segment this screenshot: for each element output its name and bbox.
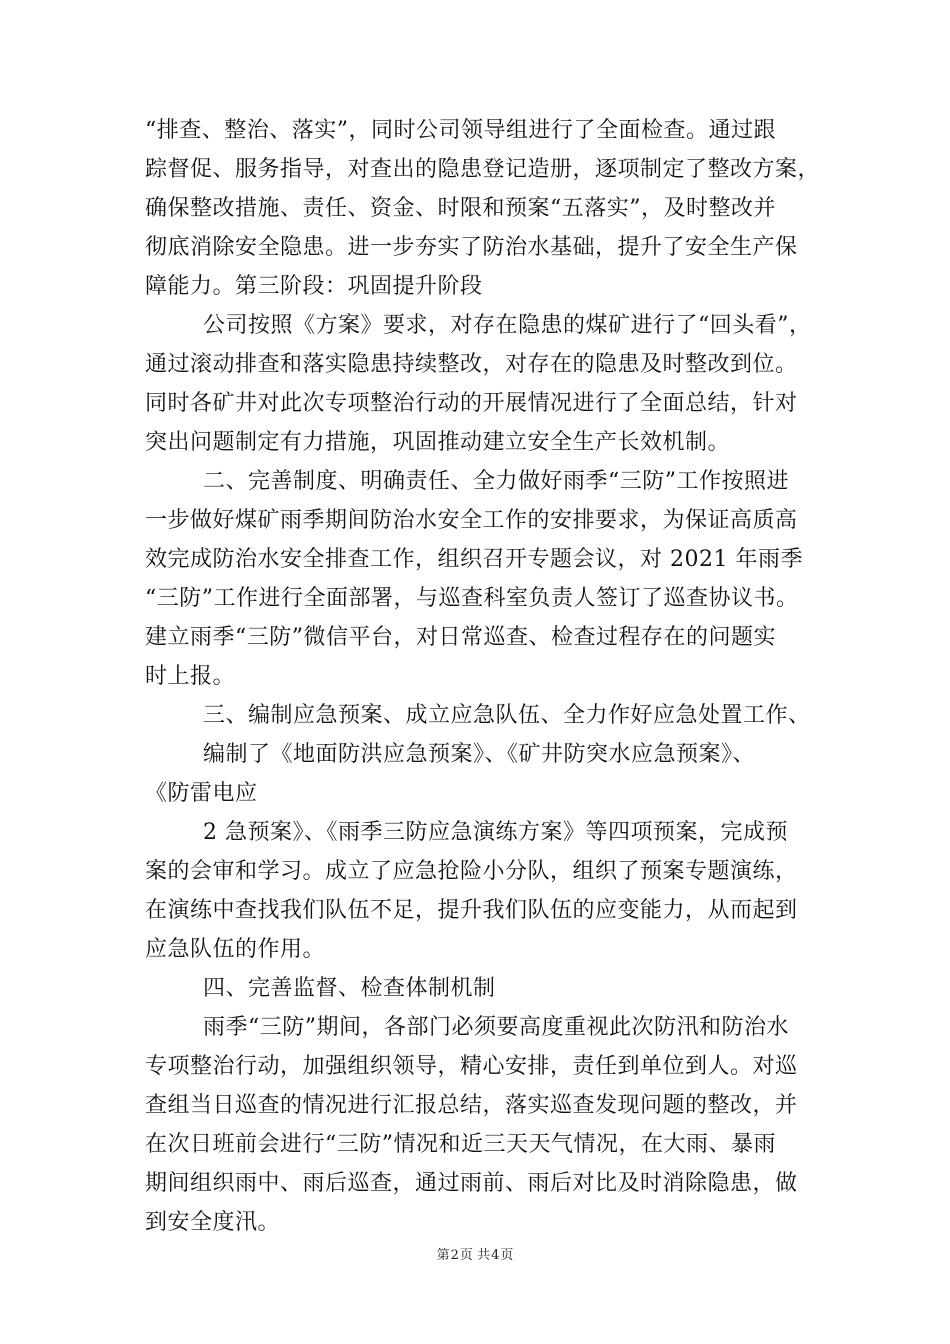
text-line: 应急队伍的作用。 <box>145 937 326 962</box>
paragraph-start-line: 公司按照《方案》要求，对存在隐患的煤矿进行了“回头看”， <box>203 313 812 338</box>
text-line: 同时各矿井对此次专项整治行动的开展情况进行了全面总结，针对 <box>145 391 798 416</box>
text-line: 在演练中查找我们队伍不足，提升我们队伍的应变能力，从而起到 <box>145 898 798 923</box>
text-line: 到安全度汛。 <box>145 1210 281 1235</box>
text-line: 突出问题制定有力措施，巩固推动建立安全生产长效机制。 <box>145 430 731 455</box>
text-line: 踪督促、服务指导，对查出的隐患登记造册，逐项制定了整改方案， <box>145 157 821 182</box>
footer-middle: 页 共 <box>459 1248 491 1263</box>
section-heading-line: 三、编制应急预案、成立应急队伍、全力作好应急处置工作、 <box>203 703 811 728</box>
text-line: 时上报。 <box>145 664 236 689</box>
section-heading-line: 四、完善监督、检查体制机制 <box>203 976 496 1001</box>
text-line: 确保整改措施、责任、资金、时限和预案“五落实”，及时整改并 <box>145 196 776 221</box>
text-line: 期间组织雨中、雨后巡查，通过雨前、雨后对比及时消除隐患，做 <box>145 1171 798 1196</box>
current-page-number: 2 <box>450 1248 459 1263</box>
text-line: 案的会审和学习。成立了应急抢险小分队，组织了预案专题演练， <box>145 859 798 884</box>
footer-suffix: 页 <box>500 1248 514 1263</box>
text-line: 通过滚动排查和落实隐患持续整改，对存在的隐患及时整改到位。 <box>145 352 798 377</box>
text-line: “三防”工作进行全面部署，与巡查科室负责人签订了巡查协议书。 <box>145 586 799 611</box>
text-line: “排查、整治、落实”，同时公司领导组进行了全面检查。通过跟 <box>145 118 776 143</box>
paragraph-start-line: 雨季“三防”期间，各部门必须要高度重视此次防汛和防治水 <box>203 1015 789 1040</box>
page-footer <box>0 1248 950 1264</box>
text-line: 效完成防治水安全排查工作，组织召开专题会议，对 2021 年雨季 <box>145 547 803 572</box>
text-line: 建立雨季“三防”微信平台，对日常巡查、检查过程存在的问题实 <box>145 625 776 650</box>
text-line: 查组当日巡查的情况进行汇报总结，落实巡查发现问题的整改，并 <box>145 1093 798 1118</box>
total-pages-number: 4 <box>491 1248 500 1263</box>
footer-prefix: 第 <box>436 1248 450 1263</box>
text-line: 2 急预案》、《雨季三防应急演练方案》等四项预案，完成预 <box>203 820 788 845</box>
text-line: 在次日班前会进行“三防”情况和近三天天气情况，在大雨、暴雨 <box>145 1132 776 1157</box>
section-heading-line: 二、完善制度、明确责任、全力做好雨季“三防”工作按照进 <box>203 469 789 494</box>
text-line: 一步做好煤矿雨季期间防治水安全工作的安排要求，为保证高质高 <box>145 508 798 533</box>
text-line: 《防雷电应 <box>145 781 258 806</box>
text-line: 彻底消除安全隐患。进一步夯实了防治水基础，提升了安全生产保 <box>145 235 798 260</box>
text-line: 编制了《地面防洪应急预案》、《矿井防突水应急预案》、 <box>203 742 756 767</box>
text-line: 障能力。第三阶段：巩固提升阶段 <box>145 274 483 299</box>
text-line: 专项整治行动，加强组织领导，精心安排，责任到单位到人。对巡 <box>145 1054 798 1079</box>
